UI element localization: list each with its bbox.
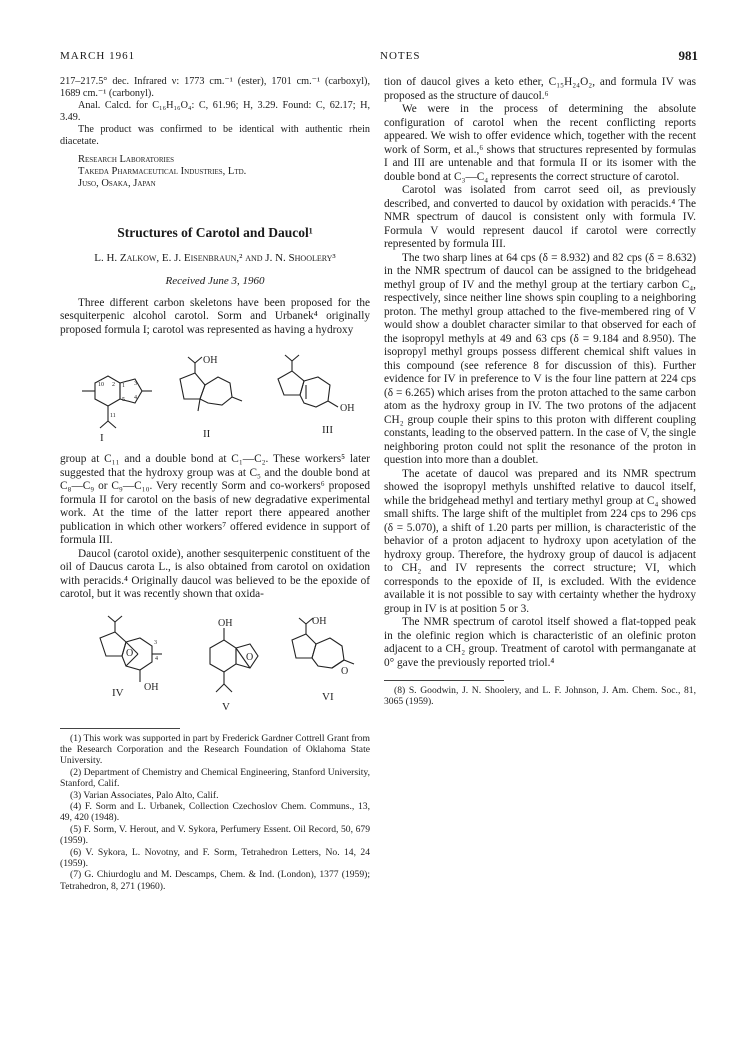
ring-number: 4 bbox=[134, 395, 137, 401]
ring-number: 2 bbox=[112, 382, 115, 388]
prev-affiliation bbox=[60, 154, 370, 190]
prev-anal-text: Anal. Calcd. for C₁₆H₁₆O₄: C, 61.96; H, 3.29. Found: C, 62.17; H, 3.49. bbox=[60, 100, 370, 123]
label-ii: II bbox=[203, 428, 211, 440]
footnote-3: (3) Varian Associates, Palo Alto, Calif. bbox=[70, 789, 219, 801]
label-iii: III bbox=[322, 424, 333, 436]
footnote-6: (6) V. Sykora, L. Novotny, and F. Sorm, Tetrahedron Letters, No. 14, 24 (1959). bbox=[60, 846, 370, 869]
ring-number: 10 bbox=[98, 382, 104, 388]
paragraph-keto-ether: tion of daucol gives a keto ether, C₁₅H₂₄O₂, and formula IV was proposed as the structure of daucol.⁶ bbox=[384, 76, 696, 102]
ring-number: 1 bbox=[122, 383, 125, 389]
structures-i-ii-iii-drawing bbox=[60, 341, 370, 449]
label-v: V bbox=[222, 700, 230, 713]
paragraph-absolute-configuration: We were in the process of determining the absolute configuration of carotol when the recent conflicting reports appeared. We wish to offer evidence which, together with the recent work of Sorm, et al.,⁶ shows that structures represented by formulas I and III are untenable and that formula II or its isomer with the double bond at C₃—C₄ represents the correct structure of carotol. bbox=[384, 103, 696, 183]
ring-number: 11 bbox=[110, 413, 116, 419]
running-header-date: MARCH 1961 bbox=[60, 50, 136, 62]
footnote-4: (4) F. Sorm and L. Urbanek, Collection Czechoslov Chem. Communs., 13, 49, 420 (1948). bbox=[60, 800, 370, 824]
oh-label-vi: OH bbox=[312, 615, 327, 627]
oh-label-ii: OH bbox=[203, 355, 218, 366]
paragraph-isolation: Carotol was isolated from carrot seed oil, as previously described, and converted to daucol by oxidation with peracids.⁴ The NMR spectrum of daucol is consistent only with formula IV. Formula V would represent daucol if carotol were correctly represented by formula III. bbox=[384, 184, 696, 250]
ether-o-label-v: O bbox=[246, 651, 254, 663]
oh-label-iv: OH bbox=[144, 681, 159, 693]
ether-o-label-iv: O bbox=[126, 647, 134, 659]
article-authors: L. H. Zalkow, E. J. Eisenbraun,² and J. N. Shoolery³ bbox=[94, 251, 336, 264]
label-vi: VI bbox=[322, 690, 334, 703]
right-column bbox=[384, 76, 696, 708]
paragraph-carotol-history: group at C₁₁ and a double bond at C₁—C₂. These workers⁵ later suggested that the hydroxy group was at C₅ and the double bond at C₈—C₉ or C₉—C₁₀. Very recently Sorm and co-workers⁶ proposed formula II for carotol on the basis of new degradative experimental work. At the time of the latter report there appeared another publication in which other workers⁷ offered evidence in support of formula III. bbox=[60, 453, 370, 546]
prev-ir-text: 217–217.5° dec. Infrared ν: 1773 cm.⁻¹ (ester), 1701 cm.⁻¹ (carboxyl), 1689 cm.⁻¹ (carbonyl). bbox=[60, 76, 370, 99]
ring-number: 4 bbox=[155, 655, 158, 662]
footnote-7: (7) G. Chiurdoglu and M. Descamps, Chem. & Ind. (London), 1377 (1959); Tetrahedron, 8, 271 (1960). bbox=[60, 869, 370, 892]
ring-number: 3 bbox=[154, 639, 157, 646]
page-number: 981 bbox=[678, 48, 698, 63]
paragraph-nmr-analysis: The two sharp lines at 64 cps (δ = 8.932) and 82 cps (δ = 8.632) in the NMR spectrum of daucol can be assigned to the bridgehead methyl group of IV and the methyl group at the tertiary carbon C₄, respectively, since neither line shows spin coupling to a neighboring proton. The methyl group attached to the five-membered ring of V would show a doublet character similar to that observed for each of the isopropyl methyls at 49 and 63 cps (δ = 9.184 and 8.950). The isopropyl methyl groups possess different chemical shift values in this compound (see reference 8 for discussion of this). Further evidence for IV in preference to V is the four line pattern at 224 cps (δ = 6.265) which arises from the proton attached to the same carbon atom as the hydroxy group in IV. The two protons of the adjacent CH₂ group couple their spins to this proton with different coupling constants, leading to the observed pattern. In the case of V, the single neighboring proton could not split the resonance of the proton in question into more than a doublet. bbox=[384, 251, 696, 466]
prev-confirm-text: The product was confirmed to be identical with authentic rhein diacetate. bbox=[60, 124, 370, 147]
epoxide-o-label-vi: O bbox=[341, 665, 349, 677]
paragraph-acetate: The acetate of daucol was prepared and its NMR spectrum showed the isopropyl methyls unshifted relative to daucol itself, while the bridgehead methyl and tertiary methyl group at C₄ showed small shifts. The large shift of the multiplet from 224 cps to 296 cps (δ = 5.070), a shift of 1.20 parts per million, is characteristic of the behavior of a proton adjacent to hydroxy upon acetylation of the hydroxy group. Therefore, the hydroxy group of daucol is adjacent to CH₂ and IV represents the correct structure; VI, which corresponds to the epoxide of II, is excluded. With the evidence available it is not possible to say with certainty whether the hydroxy group in IV is at position 5 or 3. bbox=[384, 467, 696, 615]
structures-figure-1 bbox=[60, 341, 370, 449]
footnote-rule bbox=[60, 728, 180, 729]
affiliation-line: Juso, Osaka, Japan bbox=[78, 178, 156, 189]
footnotes bbox=[60, 733, 370, 893]
affiliation-line: Takeda Pharmaceutical Industries, Ltd. bbox=[78, 166, 247, 177]
label-iv: IV bbox=[112, 686, 124, 699]
affiliation-line: Research Laboratories bbox=[78, 154, 175, 165]
footnote-8: (8) S. Goodwin, J. N. Shoolery, and L. F. Johnson, J. Am. Chem. Soc., 81, 3065 (1959). bbox=[384, 685, 696, 708]
paragraph-intro: Three different carbon skeletons have been proposed for the sesquiterpenic alcohol carotol. Sorm and Urbanek⁴ originally proposed formula I; carotol was represented as having a hydroxy bbox=[60, 296, 370, 336]
structures-figure-2 bbox=[60, 608, 370, 720]
structures-iv-v-vi-drawing bbox=[60, 608, 370, 720]
footnote-1: (1) This work was supported in part by Frederick Gardner Cottrell Grant from the Research Corporation and the Research Foundation of Oklahoma State University. bbox=[60, 732, 370, 767]
received-date: Received June 3, 1960 bbox=[165, 275, 265, 287]
oh-label-v: OH bbox=[218, 617, 233, 629]
oh-label-iii: OH bbox=[340, 403, 355, 414]
footnote-rule bbox=[384, 680, 504, 681]
paragraph-carotol-nmr: The NMR spectrum of carotol itself showed a flat-topped peak in the olefinic region which is characteristic of an olefinic proton adjacent to a CH₂ group. Treatment of carotol with permanganate at 0° gave the previously reported triol.⁴ bbox=[384, 616, 696, 669]
paragraph-daucol: Daucol (carotol oxide), another sesquiterpenic constituent of the oil of Daucus carota L., is also obtained from carotol on oxidation with peracids.⁴ Originally daucol was believed to be the epoxide of carotol, but it was recently shown that oxida- bbox=[60, 547, 370, 600]
footnote-2: (2) Department of Chemistry and Chemical Engineering, Stanford University, Stanford, Calif. bbox=[60, 766, 370, 790]
left-column bbox=[60, 76, 370, 892]
article-title: Structures of Carotol and Daucol¹ bbox=[117, 225, 313, 240]
footnote-5: (5) F. Sorm, V. Herout, and V. Sykora, Perfumery Essent. Oil Record, 50, 679 (1959). bbox=[60, 823, 370, 847]
label-i: I bbox=[100, 432, 104, 444]
running-header-section: NOTES bbox=[380, 50, 421, 62]
ring-number: 3 bbox=[134, 381, 137, 387]
ring-number: 5 bbox=[122, 397, 125, 403]
